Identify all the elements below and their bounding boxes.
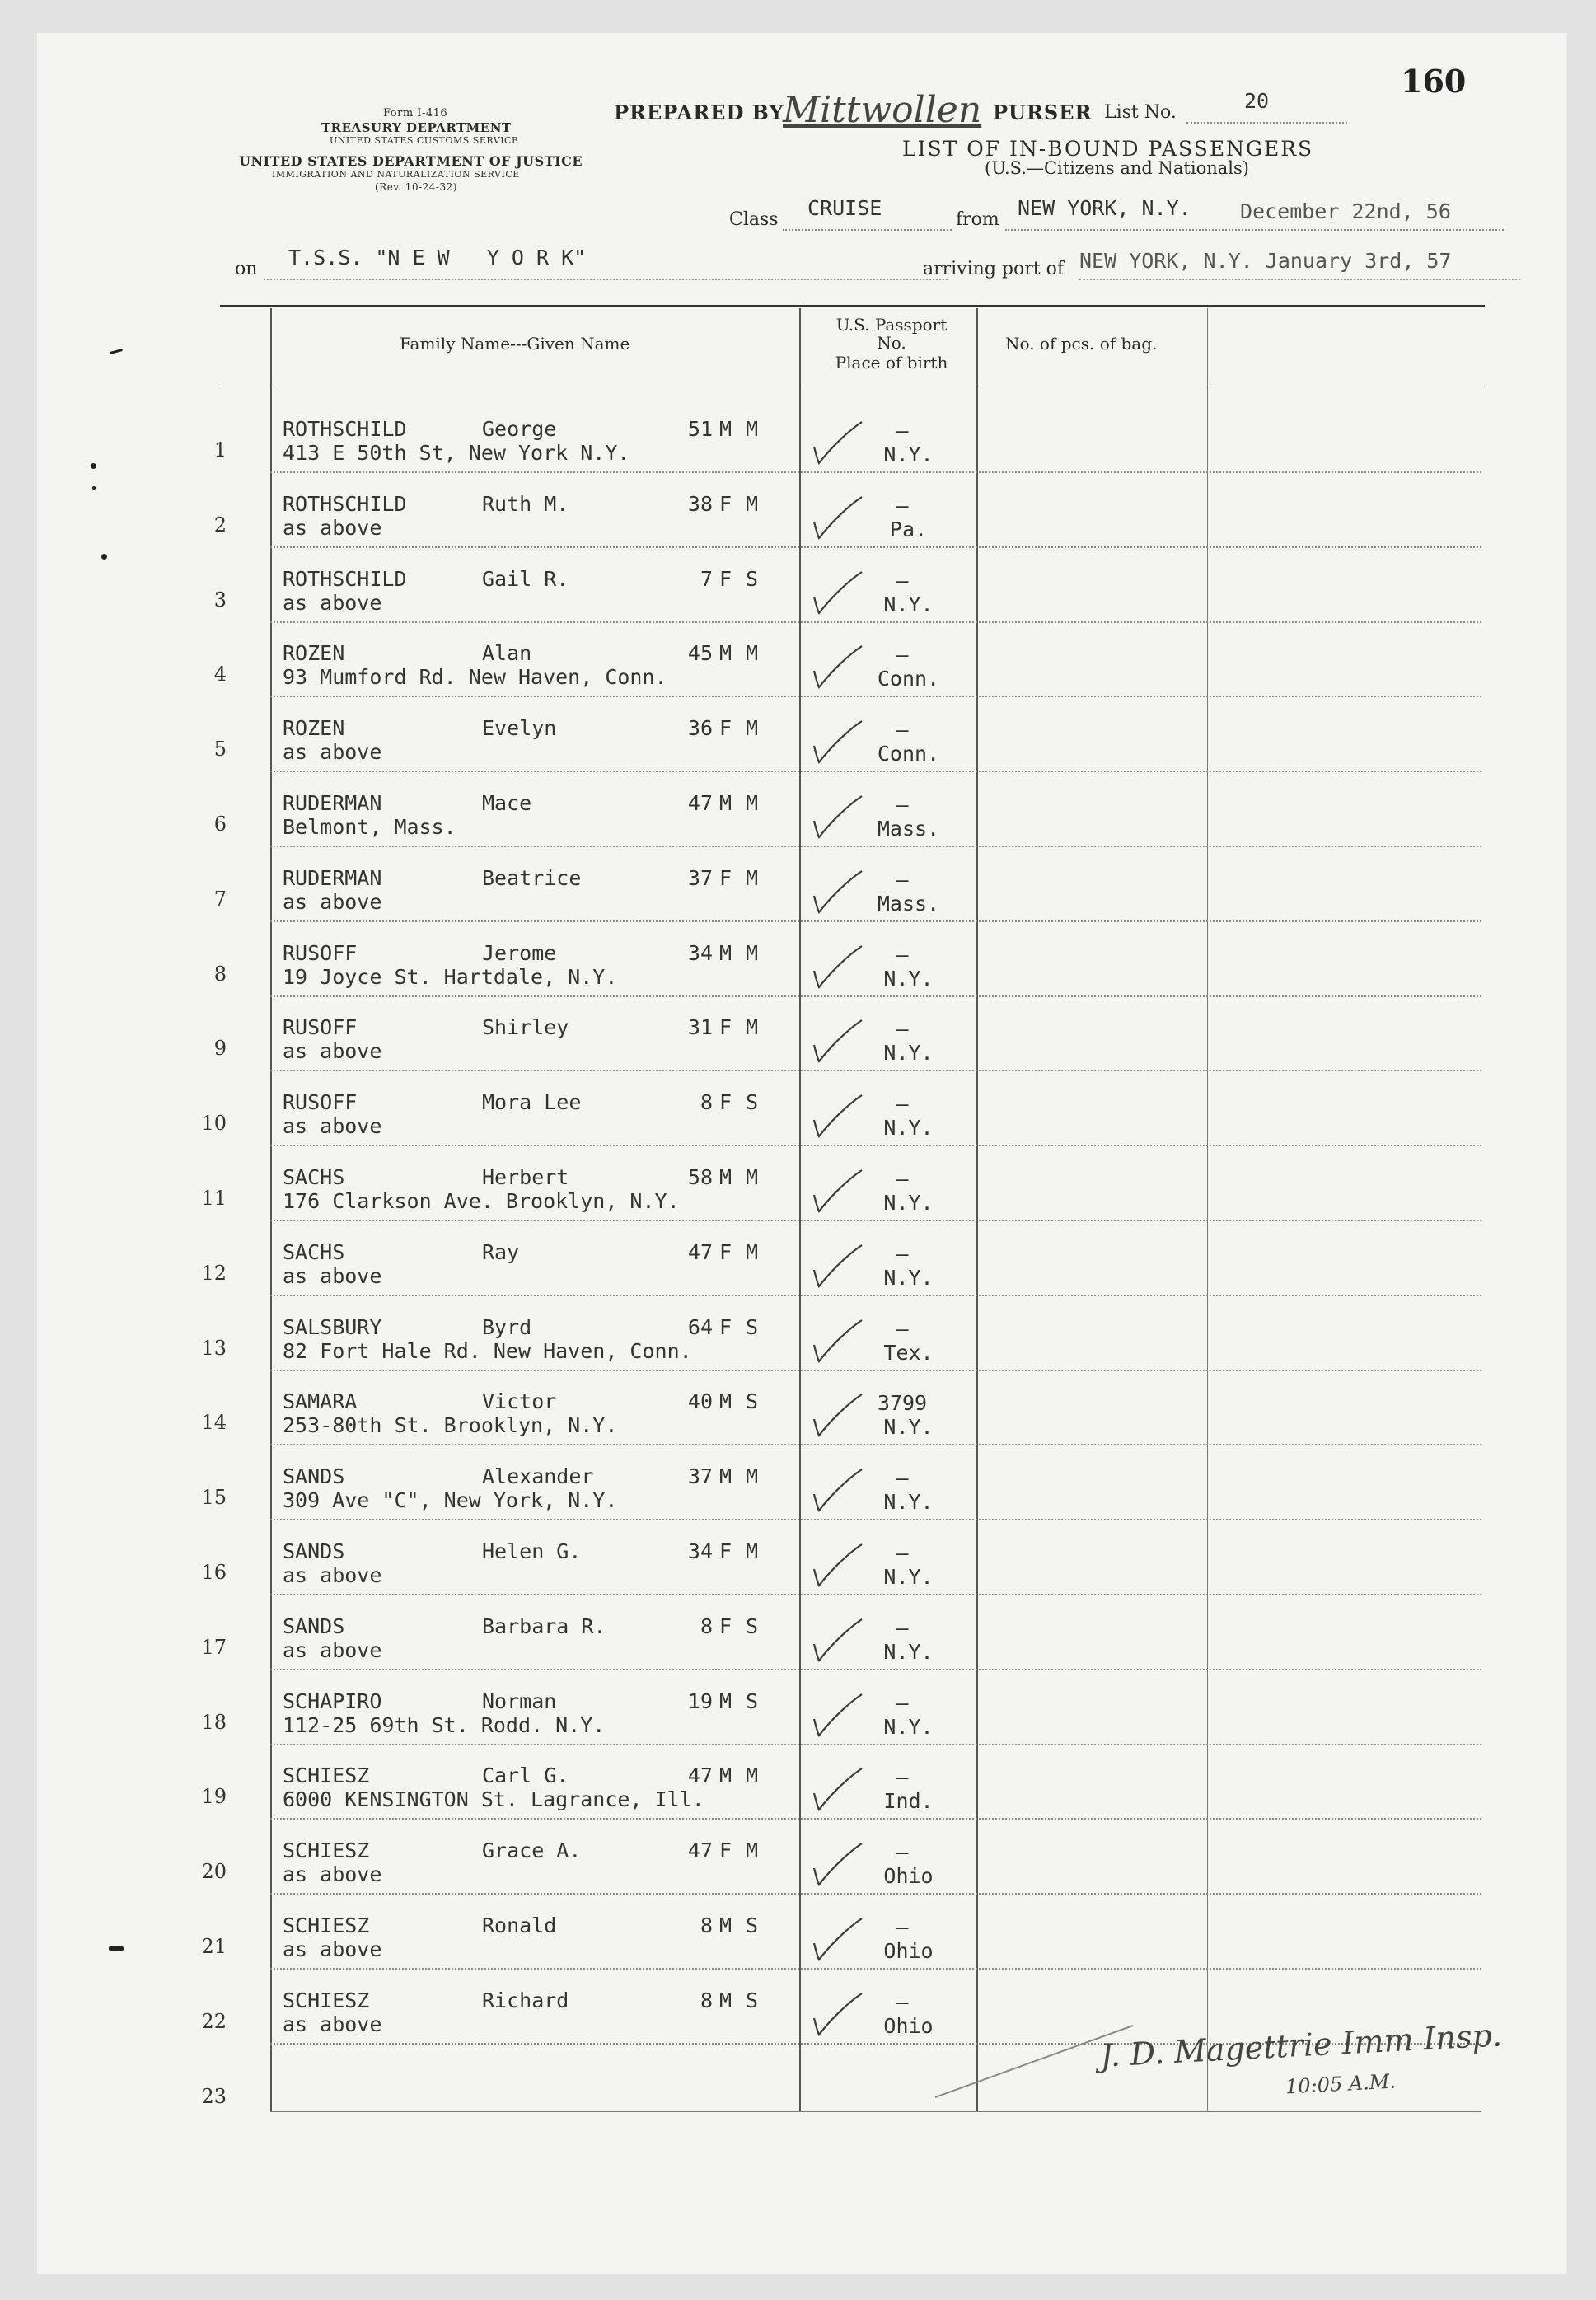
family-name: ROTHSCHILD — [283, 417, 407, 441]
check-mark-icon — [807, 1017, 865, 1066]
row-divider — [270, 1370, 1481, 1371]
row-number: 7 — [213, 887, 227, 911]
row-number: 14 — [201, 1411, 227, 1435]
passport-number: – — [896, 867, 909, 892]
address: 6000 KENSINGTON St. Lagrance, Ill. — [283, 1787, 704, 1812]
row-number: 1 — [213, 438, 227, 461]
marital-status: M — [746, 865, 759, 890]
marital-status: S — [746, 1914, 759, 1937]
marital-status: S — [746, 1314, 759, 1339]
passport-number: – — [896, 1541, 909, 1565]
marital-status: M — [746, 1764, 759, 1788]
check-mark-icon — [807, 1990, 865, 2040]
row-number: 15 — [201, 1486, 227, 1510]
place-of-birth: N.Y. — [883, 1639, 934, 1664]
family-name: ROZEN — [283, 641, 345, 666]
age: 64 — [687, 1314, 713, 1339]
check-mark-icon — [807, 1242, 865, 1291]
row-number: 19 — [201, 1785, 227, 1809]
passport-number: – — [896, 568, 909, 593]
family-name: SCHIESZ — [283, 1764, 370, 1788]
passport-number: – — [896, 1989, 909, 2014]
sex: M — [719, 1165, 732, 1189]
check-mark-icon — [807, 643, 865, 692]
age: 8 — [700, 1090, 713, 1115]
age: 47 — [687, 1239, 713, 1264]
family-name: RUSOFF — [283, 1015, 358, 1040]
passport-number: – — [896, 493, 909, 518]
sex: F — [719, 716, 732, 741]
row-divider — [270, 546, 1481, 548]
age: 38 — [687, 491, 713, 516]
row-divider — [270, 621, 1481, 623]
arriving-value: NEW YORK, N.Y. January 3rd, 57 — [1079, 249, 1452, 273]
class-line — [783, 229, 952, 231]
marital-status: M — [746, 491, 759, 516]
passport-number: 3799 — [877, 1391, 928, 1416]
sex: M — [719, 641, 732, 666]
place-of-birth: N.Y. — [883, 966, 934, 991]
given-name: Ray — [482, 1239, 520, 1264]
marital-status: S — [746, 1988, 759, 2012]
place-of-birth: N.Y. — [883, 1041, 934, 1066]
passport-number: – — [896, 1615, 909, 1640]
age: 37 — [687, 1464, 713, 1489]
place-of-birth: N.Y. — [883, 1415, 934, 1440]
given-name: Helen G. — [482, 1539, 582, 1563]
table-bottom-rule — [270, 2111, 1481, 2112]
place-of-birth: Mass. — [877, 891, 940, 916]
from-line — [1005, 229, 1504, 231]
marital-status: M — [746, 641, 759, 666]
sex: F — [719, 1839, 732, 1863]
check-mark-icon — [807, 1616, 865, 1665]
address: as above — [283, 1937, 382, 1961]
family-name: RUDERMAN — [283, 791, 382, 815]
row-number: 16 — [201, 1561, 227, 1584]
place-of-birth: N.Y. — [883, 1265, 934, 1290]
check-mark-icon — [807, 943, 865, 992]
marital-status: S — [746, 1389, 759, 1414]
check-mark-icon — [807, 419, 865, 468]
row-number: 6 — [213, 813, 227, 836]
row-number: 4 — [213, 663, 227, 686]
address: 19 Joyce St. Hartdale, N.Y. — [283, 964, 618, 989]
row-number: 11 — [201, 1187, 227, 1210]
passport-number: – — [896, 1316, 909, 1341]
list-no-value: 20 — [1244, 89, 1270, 113]
marital-status: M — [746, 417, 759, 441]
col-bags-border — [1207, 308, 1208, 2111]
family-name: SACHS — [283, 1165, 345, 1189]
row-divider — [270, 696, 1481, 697]
address: as above — [283, 1263, 382, 1288]
sex: F — [719, 566, 732, 591]
passport-number: – — [896, 793, 909, 817]
row-divider — [270, 1295, 1481, 1296]
family-name: SANDS — [283, 1464, 345, 1489]
passport-number: – — [896, 942, 909, 967]
row-number: 12 — [201, 1261, 227, 1285]
given-name: Shirley — [482, 1015, 569, 1040]
address: 176 Clarkson Ave. Brooklyn, N.Y. — [283, 1189, 680, 1213]
list-subtitle: (U.S.—Citizens and Nationals) — [985, 158, 1249, 178]
row-divider — [270, 1893, 1481, 1895]
check-mark-icon — [807, 569, 865, 618]
place-of-birth: Ohio — [883, 2013, 934, 2038]
list-no-line — [1186, 122, 1347, 124]
family-name: RUSOFF — [283, 940, 358, 965]
ship-value: T.S.S. "N E W Y O R K" — [288, 246, 587, 269]
address: as above — [283, 1563, 382, 1587]
address: 309 Ave "C", New York, N.Y. — [283, 1488, 618, 1513]
immigration-label: IMMIGRATION AND NATURALIZATION SERVICE — [272, 169, 520, 180]
family-name: SALSBURY — [283, 1314, 382, 1339]
form-number: Form I-416 — [383, 107, 448, 119]
family-name: SCHIESZ — [283, 1988, 370, 2012]
family-name: SCHIESZ — [283, 1914, 370, 1937]
address: 112-25 69th St. Rodd. N.Y. — [283, 1712, 606, 1737]
row-number: 2 — [213, 513, 227, 536]
col-left-border — [270, 308, 272, 2111]
check-mark-icon — [807, 1691, 865, 1740]
age: 45 — [687, 641, 713, 666]
margin-dash — [109, 1946, 124, 1951]
address: as above — [283, 889, 382, 914]
purser-label: PURSER — [993, 101, 1093, 124]
arriving-line — [1079, 279, 1520, 280]
customs-label: UNITED STATES CUSTOMS SERVICE — [330, 135, 519, 146]
col-header-passport-3: Place of birth — [835, 353, 948, 372]
row-divider — [270, 771, 1481, 772]
marital-status: M — [746, 1539, 759, 1563]
age: 8 — [700, 1988, 713, 2012]
place-of-birth: Ohio — [883, 1864, 934, 1889]
given-name: Byrd — [482, 1314, 532, 1339]
justice-label: UNITED STATES DEPARTMENT OF JUSTICE — [239, 153, 583, 169]
given-name: Mace — [482, 791, 532, 815]
check-mark-icon — [807, 1466, 865, 1515]
given-name: Herbert — [482, 1165, 569, 1189]
age: 8 — [700, 1914, 713, 1937]
from-date: December 22nd, 56 — [1240, 199, 1451, 223]
family-name: RUSOFF — [283, 1090, 358, 1115]
sex: F — [719, 1539, 732, 1563]
from-value: NEW YORK, N.Y. — [1018, 196, 1191, 220]
address: as above — [283, 1637, 382, 1662]
sex: M — [719, 1914, 732, 1937]
sex: M — [719, 1689, 732, 1713]
family-name: SCHIESZ — [283, 1839, 370, 1863]
given-name: Carl G. — [482, 1764, 569, 1788]
address: 413 E 50th St, New York N.Y. — [283, 441, 630, 465]
given-name: George — [482, 417, 557, 441]
check-mark-icon — [807, 1317, 865, 1366]
marital-status: S — [746, 1090, 759, 1115]
sex: F — [719, 1239, 732, 1264]
family-name: SACHS — [283, 1239, 345, 1264]
page-number: 160 — [1401, 63, 1467, 100]
sex: M — [719, 791, 732, 815]
address: Belmont, Mass. — [283, 815, 456, 839]
passport-number: – — [896, 1092, 909, 1117]
check-mark-icon — [807, 494, 865, 543]
row-divider — [270, 1145, 1481, 1146]
address: 253-80th St. Brooklyn, N.Y. — [283, 1413, 618, 1438]
given-name: Ronald — [482, 1914, 557, 1937]
row-divider — [270, 1744, 1481, 1745]
sex: F — [719, 1090, 732, 1115]
given-name: Victor — [482, 1389, 557, 1414]
given-name: Gail R. — [482, 566, 569, 591]
age: 51 — [687, 417, 713, 441]
passport-number: – — [896, 1167, 909, 1191]
marital-status: S — [746, 1614, 759, 1638]
passport-number: – — [896, 1690, 909, 1715]
place-of-birth: N.Y. — [883, 1191, 934, 1215]
given-name: Mora Lee — [482, 1090, 582, 1115]
address: as above — [283, 1862, 382, 1887]
row-number: 8 — [213, 962, 227, 986]
age: 7 — [700, 566, 713, 591]
place-of-birth: Conn. — [877, 667, 940, 691]
age: 47 — [687, 791, 713, 815]
row-divider — [270, 1220, 1481, 1221]
sex: M — [719, 1464, 732, 1489]
sex: M — [719, 1764, 732, 1788]
row-number: 13 — [201, 1336, 227, 1360]
passport-number: – — [896, 718, 909, 742]
check-mark-icon — [807, 1391, 865, 1440]
family-name: ROZEN — [283, 716, 345, 741]
marital-status: S — [746, 566, 759, 591]
check-mark-icon — [807, 1167, 865, 1216]
address: as above — [283, 590, 382, 615]
passport-number: – — [896, 1017, 909, 1042]
col-header-passport-2: No. — [877, 333, 906, 353]
given-name: Evelyn — [482, 716, 557, 741]
check-mark-icon — [807, 868, 865, 917]
age: 34 — [687, 940, 713, 965]
check-mark-icon — [807, 793, 865, 842]
arriving-label: arriving port of — [923, 259, 1064, 279]
rev-label: (Rev. 10-24-32) — [375, 181, 457, 193]
given-name: Grace A. — [482, 1839, 582, 1863]
check-mark-icon — [807, 1541, 865, 1590]
age: 40 — [687, 1389, 713, 1414]
row-number: 20 — [201, 1860, 227, 1884]
given-name: Alan — [482, 641, 532, 666]
given-name: Ruth M. — [482, 491, 569, 516]
place-of-birth: Pa. — [889, 517, 928, 541]
passport-number: – — [896, 419, 909, 443]
col-header-bags: No. of pcs. of bag. — [1005, 334, 1158, 354]
age: 47 — [687, 1839, 713, 1863]
row-divider — [270, 846, 1481, 847]
family-name: ROTHSCHILD — [283, 491, 407, 516]
sex: M — [719, 1389, 732, 1414]
sex: F — [719, 491, 732, 516]
passport-number: – — [896, 1241, 909, 1266]
row-number: 23 — [201, 2084, 227, 2108]
row-number: 18 — [201, 1710, 227, 1734]
row-divider — [270, 1444, 1481, 1445]
address: 93 Mumford Rd. New Haven, Conn. — [283, 665, 667, 690]
col-header-passport-1: U.S. Passport — [835, 315, 948, 335]
row-divider — [270, 920, 1481, 922]
age: 58 — [687, 1165, 713, 1189]
col-header-name: Family Name---Given Name — [400, 334, 630, 354]
place-of-birth: N.Y. — [883, 1116, 934, 1141]
family-name: SANDS — [283, 1614, 345, 1638]
sex: F — [719, 1015, 732, 1040]
row-divider — [270, 1519, 1481, 1520]
passport-number: – — [896, 1915, 909, 1939]
address: as above — [283, 1039, 382, 1064]
passport-number: – — [896, 643, 909, 668]
place-of-birth: Ind. — [883, 1789, 934, 1814]
marital-status: S — [746, 1689, 759, 1713]
margin-dot — [92, 486, 96, 490]
row-divider — [270, 1669, 1481, 1670]
age: 47 — [687, 1764, 713, 1788]
marital-status: M — [746, 1464, 759, 1489]
margin-dot — [91, 463, 96, 469]
address: as above — [283, 515, 382, 540]
class-value: CRUISE — [807, 196, 882, 220]
manifest-sheet — [37, 33, 1566, 2274]
row-divider — [270, 1070, 1481, 1071]
row-number: 21 — [201, 1935, 227, 1958]
address: 82 Fort Hale Rd. New Haven, Conn. — [283, 1338, 692, 1363]
passport-number: – — [896, 1466, 909, 1491]
place-of-birth: N.Y. — [883, 1490, 934, 1515]
address: as above — [283, 2012, 382, 2036]
place-of-birth: Mass. — [877, 817, 940, 841]
sex: F — [719, 1314, 732, 1339]
from-label: from — [956, 209, 999, 230]
marital-status: M — [746, 791, 759, 815]
marital-status: M — [746, 1015, 759, 1040]
row-divider — [270, 1818, 1481, 1820]
passport-number: – — [896, 1840, 909, 1865]
signature-time: 10:05 A.M. — [1285, 2069, 1397, 2099]
treasury-label: TREASURY DEPARTMENT — [321, 120, 512, 135]
place-of-birth: N.Y. — [883, 1714, 934, 1739]
table-top-rule — [220, 305, 1485, 307]
marital-status: M — [746, 716, 759, 741]
row-number: 17 — [201, 1635, 227, 1659]
marital-status: M — [746, 1165, 759, 1189]
sex: M — [719, 940, 732, 965]
check-mark-icon — [807, 718, 865, 767]
address: as above — [283, 740, 382, 765]
age: 31 — [687, 1015, 713, 1040]
col-passport-border — [976, 308, 978, 2111]
place-of-birth: Tex. — [883, 1340, 934, 1365]
family-name: ROTHSCHILD — [283, 566, 407, 591]
ship-line — [264, 279, 948, 280]
place-of-birth: N.Y. — [883, 1565, 934, 1589]
address: as above — [283, 1114, 382, 1139]
marital-status: M — [746, 940, 759, 965]
marital-status: M — [746, 1239, 759, 1264]
list-no-label: List No. — [1104, 102, 1177, 123]
given-name: Richard — [482, 1988, 569, 2012]
check-mark-icon — [807, 1915, 865, 1965]
row-divider — [270, 1968, 1481, 1970]
given-name: Alexander — [482, 1464, 594, 1489]
check-mark-icon — [807, 1092, 865, 1141]
row-number: 9 — [213, 1037, 227, 1061]
passport-number: – — [896, 1765, 909, 1790]
row-number: 22 — [201, 2009, 227, 2033]
given-name: Beatrice — [482, 865, 582, 890]
check-mark-icon — [807, 1765, 865, 1815]
sex: M — [719, 1988, 732, 2012]
age: 19 — [687, 1689, 713, 1713]
family-name: SCHAPIRO — [283, 1689, 382, 1713]
marital-status: M — [746, 1839, 759, 1863]
sex: F — [719, 1614, 732, 1638]
row-divider — [270, 1594, 1481, 1595]
prepared-by-name: Mittwollen — [783, 89, 982, 131]
row-number: 10 — [201, 1112, 227, 1136]
sex: M — [719, 417, 732, 441]
place-of-birth: Ohio — [883, 1939, 934, 1963]
age: 34 — [687, 1539, 713, 1563]
place-of-birth: Conn. — [877, 742, 940, 766]
given-name: Norman — [482, 1689, 557, 1713]
given-name: Barbara R. — [482, 1614, 606, 1638]
sex: F — [719, 865, 732, 890]
age: 37 — [687, 865, 713, 890]
margin-dot — [101, 554, 107, 560]
given-name: Jerome — [482, 940, 557, 965]
row-number: 5 — [213, 738, 227, 761]
row-divider — [270, 471, 1481, 473]
col-name-border — [799, 308, 801, 2111]
row-number: 3 — [213, 588, 227, 611]
family-name: RUDERMAN — [283, 865, 382, 890]
family-name: SAMARA — [283, 1389, 358, 1414]
on-label: on — [235, 259, 258, 279]
age: 36 — [687, 716, 713, 741]
place-of-birth: N.Y. — [883, 592, 934, 616]
prepared-by-label: PREPARED BY — [614, 101, 784, 124]
signature-name: J. D. Magettrie Imm Insp. — [1099, 2017, 1503, 2074]
check-mark-icon — [807, 1840, 865, 1890]
class-label: Class — [729, 209, 779, 230]
age: 8 — [700, 1614, 713, 1638]
family-name: SANDS — [283, 1539, 345, 1563]
list-title: LIST OF IN-BOUND PASSENGERS — [902, 137, 1314, 161]
row-divider — [270, 995, 1481, 997]
place-of-birth: N.Y. — [883, 443, 934, 466]
